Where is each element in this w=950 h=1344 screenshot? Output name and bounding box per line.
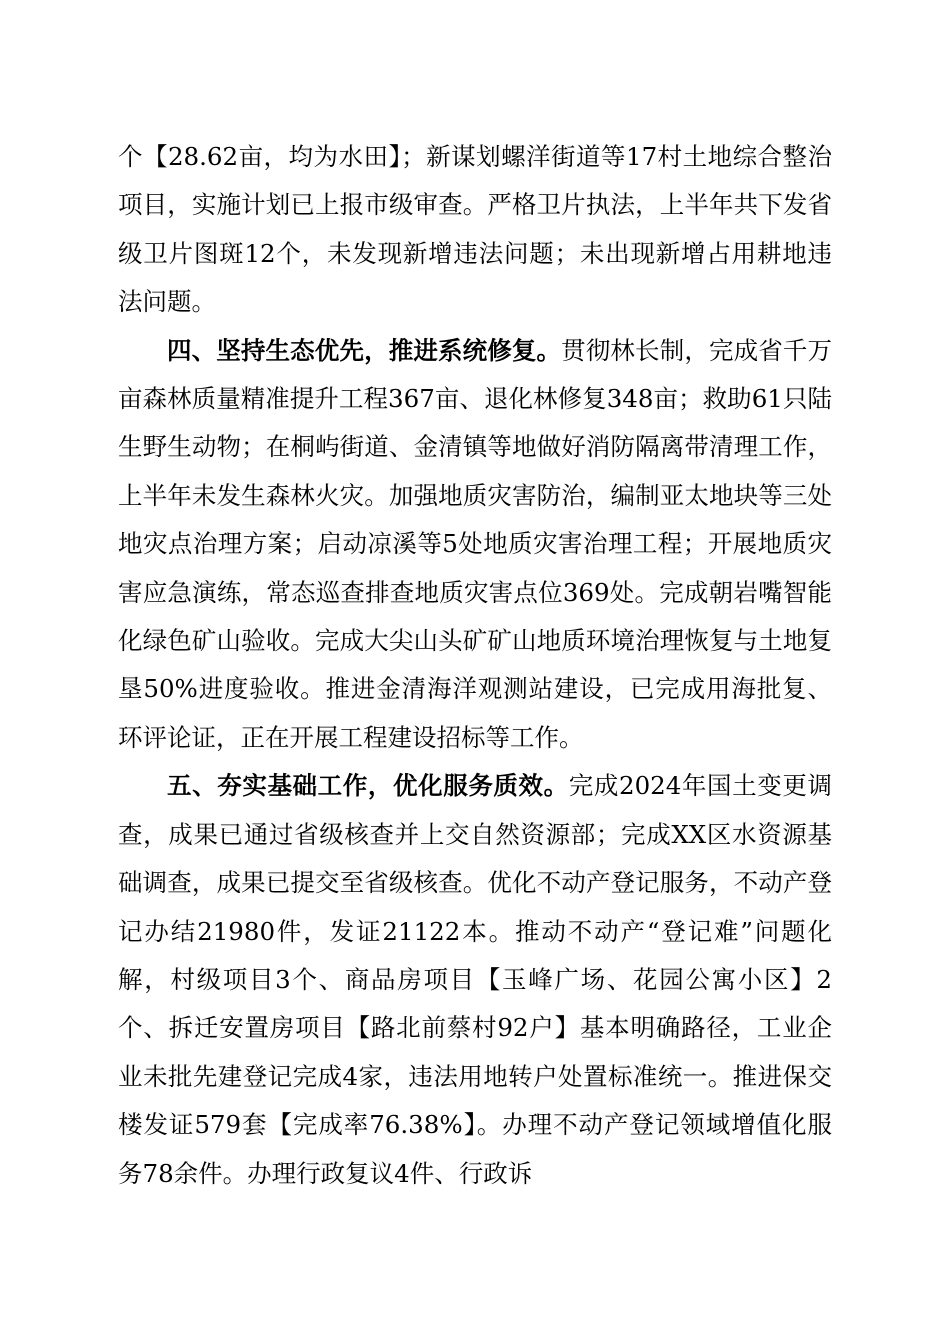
paragraph-text: 个【28.62亩，均为水田】；新谋划螺洋街道等17村土地综合整治项目，实施计划已上报市级审查。严格卫片执法，上半年共下发省级卫片图斑12个，未发现新增违法问题；未出现新增占用耕地违法问题。 — [118, 142, 832, 317]
paragraph-text: 完成2024年国土变更调查，成果已通过省级核查并上交自然资源部；完成XX区水资源基础调查，成果已提交至省级核查。优化不动产登记服务，不动产登记办结21980件，发证21122本。推动不动产“登记难”问题化解，村级项目3个、商品房项目【玉峰广场、花园公寓小区】2个、拆迁安置房项目【路北前蔡村92户】基本明确路径，工业企业未批先建登记完成4家，违法用地转户处置标准统一。推进保交楼发证579套【完成率76.38%】。办理不动产登记领域增值化服务78余件。办理行政复议4件、行政诉 — [118, 771, 832, 1188]
section-heading: 四、坚持生态优先，推进系统修复。 — [167, 335, 562, 365]
paragraph-section-four — [118, 327, 832, 763]
paragraph-continued — [118, 133, 832, 327]
section-heading: 五、夯实基础工作，优化服务质效。 — [167, 771, 569, 801]
document-body — [118, 133, 832, 1198]
paragraph-text: 贯彻林长制，完成省千万亩森林质量精准提升工程367亩、退化林修复348亩；救助61只陆生野生动物；在桐屿街道、金清镇等地做好消防隔离带清理工作，上半年未发生森林火灾。加强地质灾害防治，编制亚太地块等三处地灾点治理方案；启动凉溪等5处地质灾害治理工程；开展地质灾害应急演练，常态巡查排查地质灾害点位369处。完成朝岩嘴智能化绿色矿山验收。完成大尖山头矿矿山地质环境治理恢复与土地复垦50%进度验收。推进金清海洋观测站建设，已完成用海批复、环评论证，正在开展工程建设招标等工作。 — [118, 335, 833, 752]
paragraph-section-five — [118, 762, 832, 1198]
